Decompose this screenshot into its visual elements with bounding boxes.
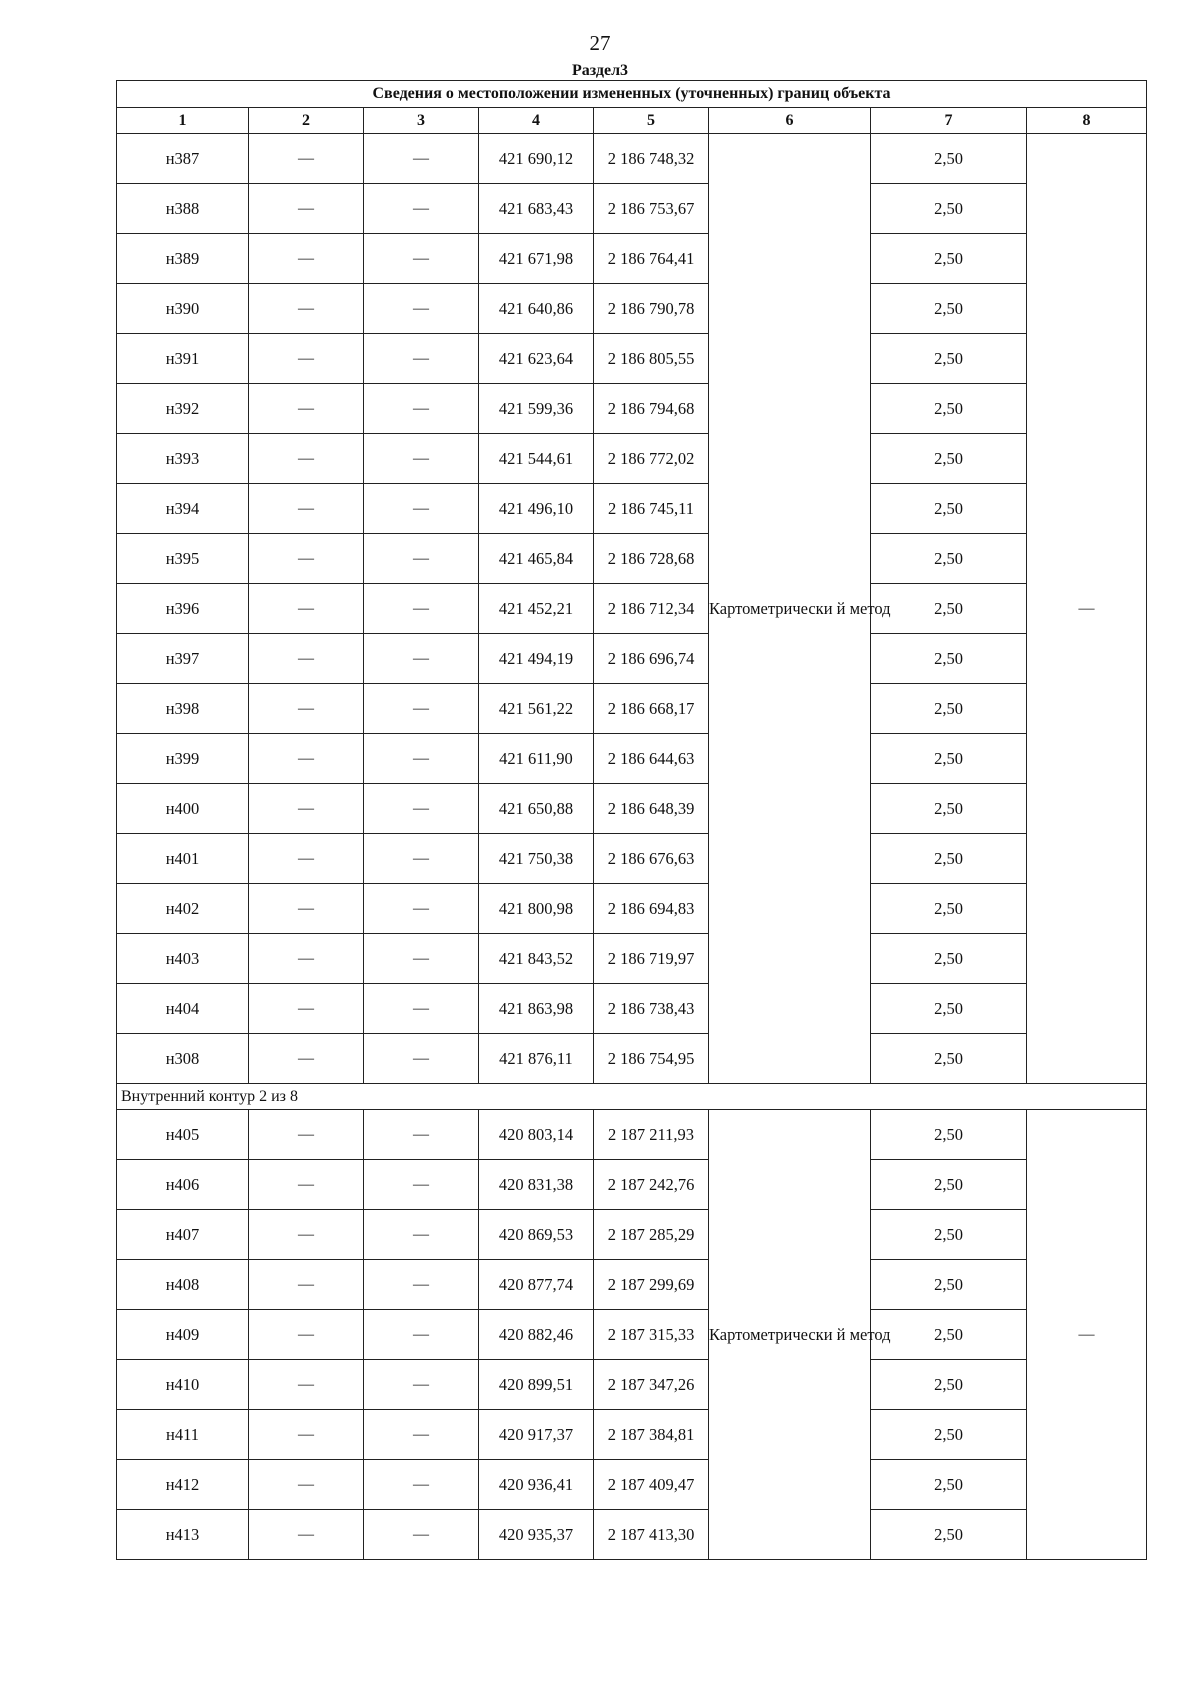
y-coordinate-cell: 2 187 242,76	[594, 1160, 709, 1210]
accuracy-cell: 2,50	[871, 1210, 1027, 1260]
x-coordinate-cell: 421 611,90	[479, 734, 594, 784]
y-coordinate-cell: 2 186 668,17	[594, 684, 709, 734]
y-coordinate-cell: 2 186 738,43	[594, 984, 709, 1034]
table-row	[117, 1360, 1147, 1410]
table-row	[117, 1510, 1147, 1560]
y-coordinate-cell: 2 187 409,47	[594, 1460, 709, 1510]
accuracy-cell: 2,50	[871, 384, 1027, 434]
point-name-cell: н388	[117, 184, 249, 234]
point-name-cell: н392	[117, 384, 249, 434]
table-row	[117, 1260, 1147, 1310]
accuracy-cell: 2,50	[871, 184, 1027, 234]
point-name-cell: н394	[117, 484, 249, 534]
accuracy-cell: 2,50	[871, 634, 1027, 684]
x-coordinate-cell: 421 465,84	[479, 534, 594, 584]
accuracy-cell: 2,50	[871, 134, 1027, 184]
col3-cell: —	[364, 1460, 479, 1510]
accuracy-cell: 2,50	[871, 834, 1027, 884]
point-name-cell: н405	[117, 1110, 249, 1160]
x-coordinate-cell: 420 935,37	[479, 1510, 594, 1560]
point-name-cell: н387	[117, 134, 249, 184]
point-name-cell: н398	[117, 684, 249, 734]
col2-cell: —	[249, 984, 364, 1034]
x-coordinate-cell: 420 831,38	[479, 1160, 594, 1210]
y-coordinate-cell: 2 186 648,39	[594, 784, 709, 834]
point-name-cell: н396	[117, 584, 249, 634]
col2-cell: —	[249, 634, 364, 684]
table-row	[117, 434, 1147, 484]
col3-cell: —	[364, 634, 479, 684]
accuracy-cell: 2,50	[871, 884, 1027, 934]
accuracy-cell: 2,50	[871, 984, 1027, 1034]
col3-cell: —	[364, 1510, 479, 1560]
column-header: 7	[871, 108, 1027, 134]
point-name-cell: н390	[117, 284, 249, 334]
y-coordinate-cell: 2 186 745,11	[594, 484, 709, 534]
point-name-cell: н395	[117, 534, 249, 584]
col2-cell: —	[249, 284, 364, 334]
y-coordinate-cell: 2 187 315,33	[594, 1310, 709, 1360]
table-row	[117, 134, 1147, 184]
col2-cell: —	[249, 734, 364, 784]
y-coordinate-cell: 2 187 347,26	[594, 1360, 709, 1410]
col3-cell: —	[364, 784, 479, 834]
x-coordinate-cell: 421 683,43	[479, 184, 594, 234]
col3-cell: —	[364, 1360, 479, 1410]
col3-cell: —	[364, 484, 479, 534]
x-coordinate-cell: 421 452,21	[479, 584, 594, 634]
accuracy-cell: 2,50	[871, 584, 1027, 634]
y-coordinate-cell: 2 186 694,83	[594, 884, 709, 934]
column-header: 6	[709, 108, 871, 134]
table-row	[117, 884, 1147, 934]
x-coordinate-cell: 421 561,22	[479, 684, 594, 734]
x-coordinate-cell: 421 800,98	[479, 884, 594, 934]
point-name-cell: н401	[117, 834, 249, 884]
table-row	[117, 1410, 1147, 1460]
point-name-cell: н391	[117, 334, 249, 384]
boundary-points-table	[116, 80, 1147, 1560]
accuracy-cell: 2,50	[871, 1360, 1027, 1410]
accuracy-cell: 2,50	[871, 1034, 1027, 1084]
y-coordinate-cell: 2 186 696,74	[594, 634, 709, 684]
point-name-cell: н393	[117, 434, 249, 484]
x-coordinate-cell: 420 936,41	[479, 1460, 594, 1510]
section-label: Раздел3	[571, 62, 629, 79]
col3-cell: —	[364, 1310, 479, 1360]
point-name-cell: н404	[117, 984, 249, 1034]
table-row	[117, 834, 1147, 884]
accuracy-cell: 2,50	[871, 1410, 1027, 1460]
col3-cell: —	[364, 984, 479, 1034]
page-number: 27	[589, 31, 611, 55]
method-cell: Картометрически й метод	[709, 1110, 871, 1560]
col2-cell: —	[249, 334, 364, 384]
point-name-cell: н413	[117, 1510, 249, 1560]
accuracy-cell: 2,50	[871, 684, 1027, 734]
accuracy-cell: 2,50	[871, 1460, 1027, 1510]
col3-cell: —	[364, 684, 479, 734]
point-name-cell: н389	[117, 234, 249, 284]
table-row	[117, 384, 1147, 434]
table-row	[117, 534, 1147, 584]
table-row	[117, 634, 1147, 684]
x-coordinate-cell: 421 599,36	[479, 384, 594, 434]
y-coordinate-cell: 2 186 712,34	[594, 584, 709, 634]
accuracy-cell: 2,50	[871, 284, 1027, 334]
table-row	[117, 1210, 1147, 1260]
col2-cell: —	[249, 384, 364, 434]
table-row	[117, 1310, 1147, 1360]
x-coordinate-cell: 421 843,52	[479, 934, 594, 984]
x-coordinate-cell: 421 750,38	[479, 834, 594, 884]
table-row	[117, 984, 1147, 1034]
col3-cell: —	[364, 134, 479, 184]
col2-cell: —	[249, 234, 364, 284]
contour-label: Внутренний контур 2 из 8	[117, 1084, 1147, 1110]
x-coordinate-cell: 420 869,53	[479, 1210, 594, 1260]
x-coordinate-cell: 421 544,61	[479, 434, 594, 484]
column-header: 4	[479, 108, 594, 134]
contour-label-row	[117, 1084, 1147, 1110]
y-coordinate-cell: 2 186 644,63	[594, 734, 709, 784]
col3-cell: —	[364, 284, 479, 334]
col3-cell: —	[364, 884, 479, 934]
table-row	[117, 1034, 1147, 1084]
point-name-cell: н411	[117, 1410, 249, 1460]
col2-cell: —	[249, 684, 364, 734]
accuracy-cell: 2,50	[871, 1510, 1027, 1560]
col2-cell: —	[249, 784, 364, 834]
column-header: 5	[594, 108, 709, 134]
accuracy-cell: 2,50	[871, 784, 1027, 834]
table-row	[117, 1110, 1147, 1160]
table-row	[117, 784, 1147, 834]
x-coordinate-cell: 420 877,74	[479, 1260, 594, 1310]
col3-cell: —	[364, 1410, 479, 1460]
col2-cell: —	[249, 434, 364, 484]
x-coordinate-cell: 420 882,46	[479, 1310, 594, 1360]
y-coordinate-cell: 2 186 772,02	[594, 434, 709, 484]
col3-cell: —	[364, 434, 479, 484]
y-coordinate-cell: 2 186 805,55	[594, 334, 709, 384]
col3-cell: —	[364, 584, 479, 634]
x-coordinate-cell: 420 917,37	[479, 1410, 594, 1460]
accuracy-cell: 2,50	[871, 534, 1027, 584]
y-coordinate-cell: 2 187 285,29	[594, 1210, 709, 1260]
col2-cell: —	[249, 584, 364, 634]
col3-cell: —	[364, 1210, 479, 1260]
x-coordinate-cell: 420 899,51	[479, 1360, 594, 1410]
col3-cell: —	[364, 234, 479, 284]
accuracy-cell: 2,50	[871, 1110, 1027, 1160]
col2-cell: —	[249, 1460, 364, 1510]
col3-cell: —	[364, 734, 479, 784]
accuracy-cell: 2,50	[871, 934, 1027, 984]
column-header: 3	[364, 108, 479, 134]
y-coordinate-cell: 2 187 413,30	[594, 1510, 709, 1560]
col2-cell: —	[249, 1210, 364, 1260]
col3-cell: —	[364, 534, 479, 584]
column-header: 2	[249, 108, 364, 134]
point-name-cell: н400	[117, 784, 249, 834]
y-coordinate-cell: 2 187 384,81	[594, 1410, 709, 1460]
accuracy-cell: 2,50	[871, 1160, 1027, 1210]
point-name-cell: н412	[117, 1460, 249, 1510]
point-name-cell: н407	[117, 1210, 249, 1260]
x-coordinate-cell: 421 650,88	[479, 784, 594, 834]
point-name-cell: н409	[117, 1310, 249, 1360]
col3-cell: —	[364, 934, 479, 984]
col2-cell: —	[249, 1510, 364, 1560]
col2-cell: —	[249, 1260, 364, 1310]
col2-cell: —	[249, 1110, 364, 1160]
col2-cell: —	[249, 1310, 364, 1360]
col3-cell: —	[364, 1160, 479, 1210]
x-coordinate-cell: 421 496,10	[479, 484, 594, 534]
table-row	[117, 184, 1147, 234]
col3-cell: —	[364, 334, 479, 384]
y-coordinate-cell: 2 187 211,93	[594, 1110, 709, 1160]
table-row	[117, 734, 1147, 784]
x-coordinate-cell: 421 690,12	[479, 134, 594, 184]
y-coordinate-cell: 2 186 719,97	[594, 934, 709, 984]
table-row	[117, 1460, 1147, 1510]
table-row	[117, 1160, 1147, 1210]
col3-cell: —	[364, 1260, 479, 1310]
column-header: 1	[117, 108, 249, 134]
y-coordinate-cell: 2 186 794,68	[594, 384, 709, 434]
x-coordinate-cell: 421 623,64	[479, 334, 594, 384]
accuracy-cell: 2,50	[871, 234, 1027, 284]
x-coordinate-cell: 421 671,98	[479, 234, 594, 284]
col2-cell: —	[249, 1410, 364, 1460]
col3-cell: —	[364, 1110, 479, 1160]
point-name-cell: н410	[117, 1360, 249, 1410]
col2-cell: —	[249, 1360, 364, 1410]
accuracy-cell: 2,50	[871, 484, 1027, 534]
col2-cell: —	[249, 934, 364, 984]
col2-cell: —	[249, 1160, 364, 1210]
table-row	[117, 934, 1147, 984]
x-coordinate-cell: 421 640,86	[479, 284, 594, 334]
col8-cell: —	[1027, 134, 1147, 1084]
column-header: 8	[1027, 108, 1147, 134]
point-name-cell: н402	[117, 884, 249, 934]
method-cell: Картометрически й метод	[709, 134, 871, 1084]
x-coordinate-cell: 421 863,98	[479, 984, 594, 1034]
table-row	[117, 484, 1147, 534]
col3-cell: —	[364, 1034, 479, 1084]
y-coordinate-cell: 2 186 728,68	[594, 534, 709, 584]
accuracy-cell: 2,50	[871, 334, 1027, 384]
y-coordinate-cell: 2 186 790,78	[594, 284, 709, 334]
table-row	[117, 334, 1147, 384]
accuracy-cell: 2,50	[871, 1260, 1027, 1310]
x-coordinate-cell: 421 876,11	[479, 1034, 594, 1084]
col2-cell: —	[249, 184, 364, 234]
col2-cell: —	[249, 884, 364, 934]
col3-cell: —	[364, 384, 479, 434]
point-name-cell: н308	[117, 1034, 249, 1084]
table-row	[117, 284, 1147, 334]
col2-cell: —	[249, 134, 364, 184]
y-coordinate-cell: 2 186 753,67	[594, 184, 709, 234]
col2-cell: —	[249, 484, 364, 534]
accuracy-cell: 2,50	[871, 734, 1027, 784]
x-coordinate-cell: 420 803,14	[479, 1110, 594, 1160]
col3-cell: —	[364, 184, 479, 234]
point-name-cell: н406	[117, 1160, 249, 1210]
table-row	[117, 584, 1147, 634]
col2-cell: —	[249, 1034, 364, 1084]
y-coordinate-cell: 2 186 754,95	[594, 1034, 709, 1084]
accuracy-cell: 2,50	[871, 1310, 1027, 1360]
accuracy-cell: 2,50	[871, 434, 1027, 484]
y-coordinate-cell: 2 186 764,41	[594, 234, 709, 284]
y-coordinate-cell: 2 187 299,69	[594, 1260, 709, 1310]
col8-cell: —	[1027, 1110, 1147, 1560]
point-name-cell: н403	[117, 934, 249, 984]
col2-cell: —	[249, 534, 364, 584]
col2-cell: —	[249, 834, 364, 884]
point-name-cell: н399	[117, 734, 249, 784]
y-coordinate-cell: 2 186 748,32	[594, 134, 709, 184]
point-name-cell: н408	[117, 1260, 249, 1310]
table-title: Сведения о местоположении измененных (уточненных) границ объекта	[117, 81, 1147, 108]
col3-cell: —	[364, 834, 479, 884]
y-coordinate-cell: 2 186 676,63	[594, 834, 709, 884]
table-row	[117, 234, 1147, 284]
x-coordinate-cell: 421 494,19	[479, 634, 594, 684]
column-header-row	[117, 108, 1147, 134]
table-row	[117, 684, 1147, 734]
point-name-cell: н397	[117, 634, 249, 684]
